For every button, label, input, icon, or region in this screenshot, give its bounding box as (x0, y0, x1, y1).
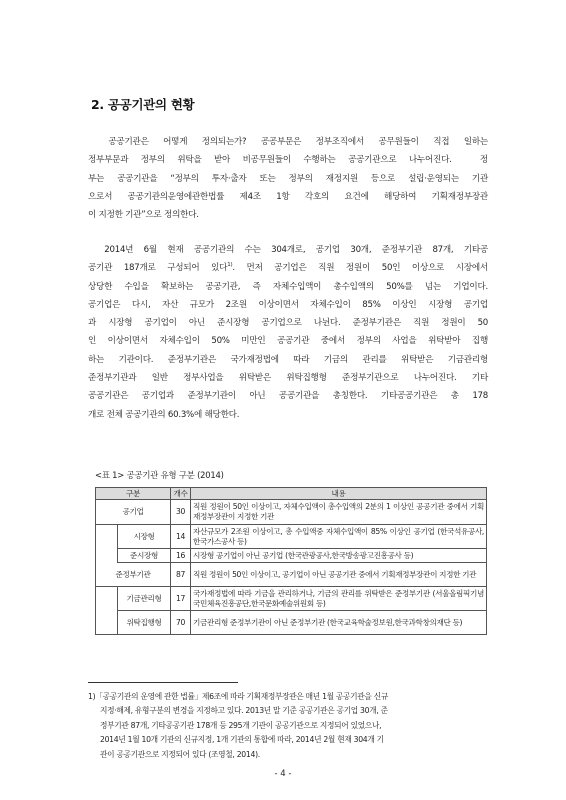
table-caption: <표 1> 공공기관 유형 구분 (2014) (95, 470, 224, 480)
type-cell: 공기업 (96, 500, 171, 525)
count-cell: 30 (171, 500, 191, 525)
text-line: 정부부문과 정부의 위탁을 받아 비공무원들이 수행하는 공공기관으로 나누어진다. 정 (88, 155, 488, 166)
text-fragment: . 먼저 공기업은 직원 정원이 50인 이상으로 시장에서 (232, 263, 488, 274)
paragraph-definition (88, 133, 488, 224)
table-row (96, 549, 487, 563)
count-cell: 70 (171, 611, 191, 635)
text-line: 공공기관은 어떻게 정의되는가? 공공부문은 정부조직에서 공무원들이 직접 일하는 (88, 137, 488, 147)
indent-cell (96, 611, 118, 635)
footnote-line: 2014년 1월 10개 기관의 신규지정, 1개 기관의 통합에 따라, 2014년 2월 현재 304개 기 (100, 735, 384, 745)
table-row (96, 587, 487, 611)
content-cell: 직원 정원이 50인 이상이고, 공기업이 아닌 공공기관 중에서 기획재정부장관이 지정한 기관 (191, 563, 487, 587)
content-cell: 직원 정원이 50인 이상이고, 자체수입액이 총수입액의 2분의 1 이상인 공공기관 중에서 기획재정부장관이 지정한 기관 (191, 500, 487, 525)
text-line: 2014년 6월 현재 공공기관의 수는 304개로, 공기업 30개, 준정부기관 87개, 기타공 (88, 245, 488, 255)
footnote-line: 1)「공공기관의 운영에 관한 법률」제6조에 따라 기획재정부장관은 매년 1월 공공기관을 신규 (88, 692, 388, 701)
page-number: - 4 - (274, 769, 292, 779)
type-cell: 시장형 (118, 525, 171, 549)
header-count: 개수 (171, 488, 191, 500)
header-type: 구분 (96, 488, 171, 500)
section-title: 2. 공공기관의 현황 (91, 97, 195, 112)
table-row (96, 500, 487, 525)
public-institution-type-table (95, 487, 487, 635)
text-fragment: 공기관 187개로 구성되어 있다 (88, 263, 228, 274)
count-cell: 16 (171, 549, 191, 563)
text-line: 개로 전체 공공기관의 60.3%에 해당한다. (88, 409, 240, 420)
footnote-line: 관이 공공기관으로 지정되어 있다 (조영철, 2014). (100, 749, 260, 759)
text-line: 인 이상이면서 자체수입이 50% 미만인 공공기관 중에서 정부의 사업을 위탁받아 집행 (88, 336, 488, 347)
text-line: 공기업은 다시, 자산 규모가 2조원 이상이면서 자체수입이 85% 이상인 시장형 공기업 (88, 299, 488, 310)
type-cell: 준시장형 (118, 549, 171, 563)
footnote (88, 690, 488, 762)
text-line: 으로서 공공기관의운영에관한법률 제4조 1항 각호의 요건에 해당하여 기획재정부장관 (88, 191, 488, 202)
text-line (88, 259, 488, 277)
text-line: 부는 공공기관을 “정부의 투자·출자 또는 정부의 재정지원 등으로 설립·운영되는 기관 (88, 173, 488, 184)
table-row (96, 525, 487, 549)
text-line: 준정부기관과 일반 정부사업을 위탁받은 위탁집행형 준정부기관으로 나누어진다. 기타 (88, 373, 488, 384)
text-line: 과 시장형 공기업이 아닌 준시장형 공기업으로 나뉜다. 준정부기관은 직원 정원이 50 (88, 318, 488, 329)
table-row (96, 563, 487, 587)
text-line: 공공기관은 공기업과 준정부기관이 아닌 공공기관을 총칭한다. 기타공공기관은 총 178 (88, 391, 488, 402)
count-cell: 14 (171, 525, 191, 549)
table-header-row (96, 488, 487, 500)
type-cell: 기금관리형 (118, 587, 171, 611)
footnote-line: 정부기관 87개, 기타공공기관 178개 등 295개 기관이 공공기관으로 지정되어 있었으나, (100, 720, 382, 730)
footnote-divider (88, 682, 238, 683)
indent-cell (96, 525, 118, 549)
indent-cell (96, 549, 118, 563)
footnote-reference[interactable]: 1) (227, 262, 233, 269)
content-cell: 기금관리형 준정부기관이 아닌 준정부기관 (한국교육학술정보원,한국과학창의재단 등) (191, 611, 487, 635)
content-cell: 시장형 공기업이 아닌 공기업 (한국관광공사,한국방송광고진흥공사 등) (191, 549, 487, 563)
content-cell: 자산규모가 2조원 이상이고, 총 수입액중 자체수입액이 85% 이상인 공기업 (한국석유공사, 한국가스공사 등) (191, 525, 487, 549)
type-cell: 준정부기관 (96, 563, 171, 587)
text-line: 하는 기관이다. 준정부기관은 국가재정법에 따라 기금의 관리를 위탁받은 기금관리형 (88, 354, 488, 365)
indent-cell (96, 587, 118, 611)
footnote-line: 지정·해제, 유형구분의 변경을 지정하고 있다. 2013년 말 기준 공공기관은 공기업 30개, 준 (100, 706, 388, 716)
header-content: 내용 (191, 488, 487, 500)
count-cell: 17 (171, 587, 191, 611)
count-cell: 87 (171, 563, 191, 587)
content-cell: 국가재정법에 따라 기금을 관리하거나, 기금의 관리를 위탁받은 준정부기관 (서울올림픽기념국민체육진흥공단,한국문화예술위원회 등) (191, 587, 487, 611)
paragraph-status (88, 241, 488, 424)
text-line: 상당한 수입을 확보하는 공공기관, 즉 자체수입액이 총수입액의 50%를 넘는 기업이다. (88, 281, 488, 292)
type-cell: 위탁집행형 (118, 611, 171, 635)
table-row (96, 611, 487, 635)
text-line: 이 지정한 기관”으로 정의한다. (88, 210, 199, 221)
